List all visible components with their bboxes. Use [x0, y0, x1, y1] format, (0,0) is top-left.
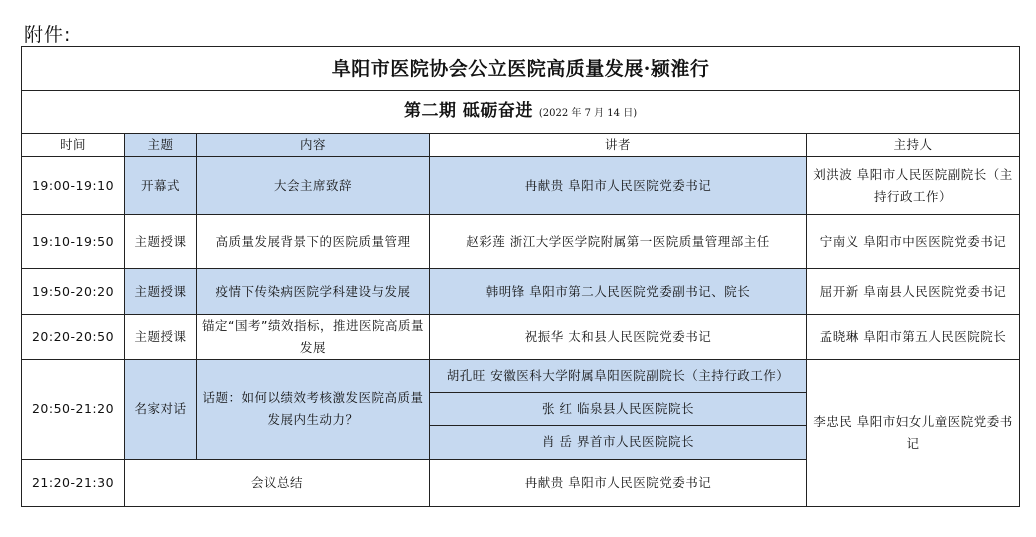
panel-host: 李忠民 阜阳市妇女儿童医院党委书记 — [807, 359, 1020, 506]
table-row — [22, 157, 1020, 215]
header-topic: 主题 — [125, 134, 197, 157]
summary-speaker: 冉献贵 阜阳市人民医院党委书记 — [430, 459, 807, 506]
session-date: (2022 年 7 月 14 日) — [538, 107, 638, 119]
row-topic: 主题授课 — [125, 215, 197, 269]
row-speaker: 赵彩莲 浙江大学医学院附属第一医院质量管理部主任 — [430, 215, 807, 269]
header-row — [22, 134, 1020, 157]
row-time: 19:10-19:50 — [22, 215, 125, 269]
row-content: 大会主席致辞 — [197, 157, 430, 215]
row-speaker: 冉献贵 阜阳市人民医院党委书记 — [430, 157, 807, 215]
subtitle-row — [22, 91, 1020, 134]
schedule-table — [21, 46, 1020, 507]
table-row — [22, 269, 1020, 314]
row-host: 屈开新 阜南县人民医院党委书记 — [807, 269, 1020, 314]
table-row — [22, 215, 1020, 269]
row-content: 疫情下传染病医院学科建设与发展 — [197, 269, 430, 314]
panel-speaker: 胡孔旺 安徽医科大学附属阜阳医院副院长（主持行政工作） — [430, 359, 807, 392]
panel-content: 话题：如何以绩效考核激发医院高质量发展内生动力？ — [197, 359, 430, 459]
row-speaker: 韩明锋 阜阳市第二人民医院党委副书记、院长 — [430, 269, 807, 314]
attachment-label: 附件: — [24, 24, 72, 46]
row-topic: 主题授课 — [125, 314, 197, 359]
panel-speaker: 肖 岳 界首市人民医院院长 — [430, 425, 807, 459]
table-row — [22, 314, 1020, 359]
panel-topic: 名家对话 — [125, 359, 197, 459]
panel-speaker: 张 红 临泉县人民医院院长 — [430, 392, 807, 425]
session-subtitle — [22, 91, 1020, 134]
header-host: 主持人 — [807, 134, 1020, 157]
row-content: 锚定“国考”绩效指标，推进医院高质量发展 — [197, 314, 430, 359]
row-time: 20:20-20:50 — [22, 314, 125, 359]
header-content: 内容 — [197, 134, 430, 157]
row-time: 19:50-20:20 — [22, 269, 125, 314]
table-title: 阜阳市医院协会公立医院高质量发展·颍淮行 — [22, 47, 1020, 91]
row-host: 宁南义 阜阳市中医医院党委书记 — [807, 215, 1020, 269]
header-speaker: 讲者 — [430, 134, 807, 157]
panel-time: 20:50-21:20 — [22, 359, 125, 459]
row-topic: 主题授课 — [125, 269, 197, 314]
row-speaker: 祝振华 太和县人民医院党委书记 — [430, 314, 807, 359]
title-row — [22, 47, 1020, 91]
row-topic: 开幕式 — [125, 157, 197, 215]
panel-row — [22, 359, 1020, 392]
session-name: 第二期 砥砺奋进 — [403, 100, 533, 121]
row-time: 19:00-19:10 — [22, 157, 125, 215]
summary-content: 会议总结 — [125, 459, 430, 506]
row-host: 孟晓琳 阜阳市第五人民医院院长 — [807, 314, 1020, 359]
summary-time: 21:20-21:30 — [22, 459, 125, 506]
row-content: 高质量发展背景下的医院质量管理 — [197, 215, 430, 269]
row-host: 刘洪波 阜阳市人民医院副院长（主持行政工作） — [807, 157, 1020, 215]
header-time: 时间 — [22, 134, 125, 157]
